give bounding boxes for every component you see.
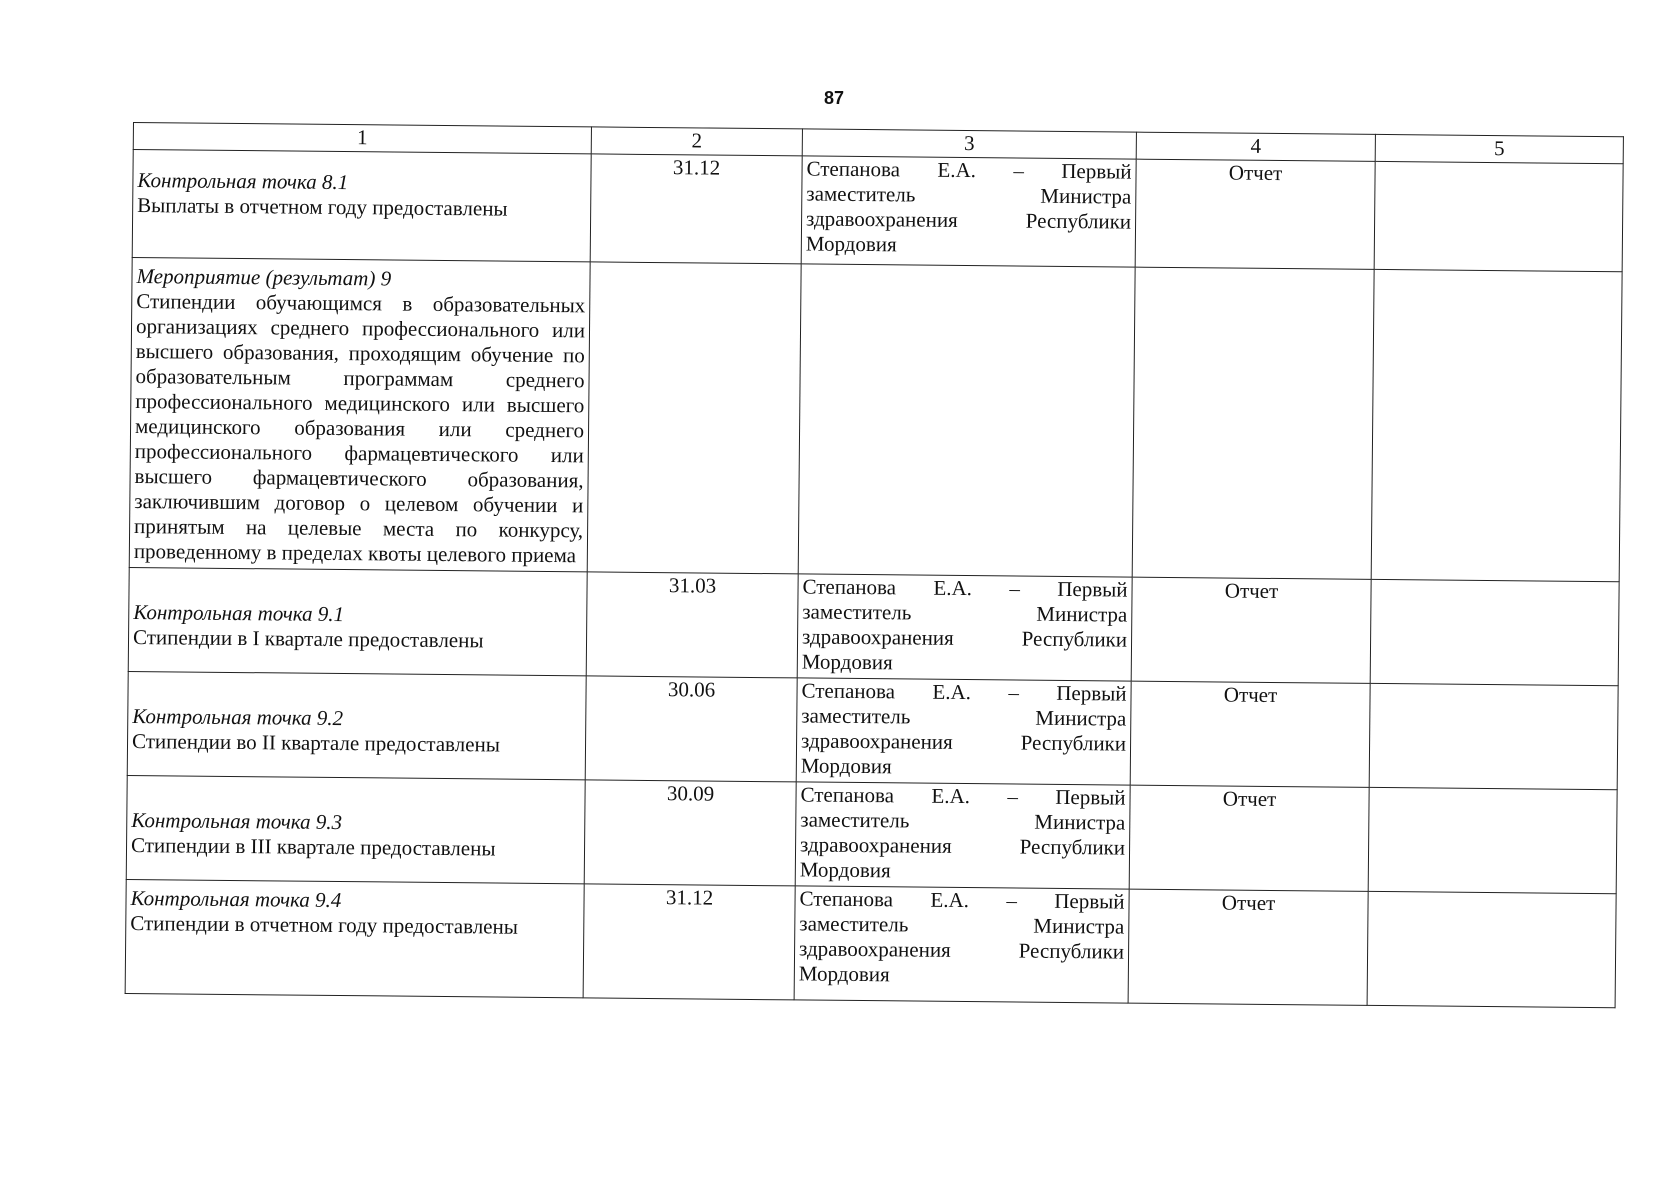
date-cell: 31.12 bbox=[590, 154, 802, 264]
task-cell bbox=[128, 567, 587, 675]
result-cell: Отчет bbox=[1128, 889, 1368, 1005]
task-mark: Контрольная точка 9.2 bbox=[132, 704, 344, 731]
responsible-text: Степанова Е.А. – Первый заместитель Министра здравоохранения Республики bbox=[801, 574, 1128, 652]
notes-cell bbox=[1368, 787, 1617, 893]
task-cell bbox=[132, 150, 591, 262]
responsible-text-end: Мордовия bbox=[800, 753, 892, 779]
table-row bbox=[128, 567, 1619, 685]
column-header: 4 bbox=[1136, 132, 1375, 161]
result-cell: Отчет bbox=[1131, 577, 1371, 683]
responsible-cell bbox=[801, 156, 1136, 267]
task-cell bbox=[129, 257, 590, 571]
notes-cell bbox=[1371, 269, 1622, 581]
table-row bbox=[132, 150, 1623, 272]
table-row bbox=[126, 775, 1617, 893]
responsible-text: Степанова Е.А. – Первый заместитель Министра здравоохранения Республики bbox=[800, 678, 1127, 756]
responsible-text: Степанова Е.А. – Первый заместитель Министра здравоохранения Республики bbox=[798, 886, 1125, 964]
column-header: 1 bbox=[133, 123, 591, 154]
task-mark: Контрольная точка 9.1 bbox=[133, 600, 345, 627]
date-cell bbox=[587, 262, 801, 574]
date-cell: 30.09 bbox=[584, 780, 796, 886]
notes-cell bbox=[1367, 891, 1616, 1007]
date-cell: 30.06 bbox=[585, 676, 797, 782]
responsible-cell bbox=[797, 574, 1132, 681]
result-cell: Отчет bbox=[1130, 681, 1370, 787]
responsible-text-end: Мордовия bbox=[801, 649, 893, 675]
responsible-cell bbox=[795, 782, 1130, 889]
column-header: 5 bbox=[1375, 134, 1623, 163]
task-mark: Контрольная точка 9.4 bbox=[130, 886, 342, 913]
result-cell: Отчет bbox=[1129, 785, 1369, 891]
column-header: 3 bbox=[802, 129, 1136, 159]
task-description: Стипендии в III квартале предоставлены bbox=[130, 833, 496, 861]
responsible-text-end: Мордовия bbox=[798, 961, 890, 987]
result-cell: Отчет bbox=[1135, 159, 1375, 269]
notes-cell bbox=[1374, 161, 1623, 271]
task-mark: Мероприятие (результат) 9 bbox=[136, 264, 392, 291]
responsible-text: Степанова Е.А. – Первый заместитель Министра здравоохранения Республики bbox=[799, 782, 1126, 860]
date-cell: 31.03 bbox=[586, 572, 798, 678]
page-number: 87 bbox=[823, 88, 845, 108]
control-points-table bbox=[125, 122, 1624, 1008]
result-cell bbox=[1132, 267, 1374, 579]
responsible-cell bbox=[794, 886, 1129, 1003]
column-header: 2 bbox=[591, 127, 802, 156]
task-description: Стипендии во II квартале предоставлены bbox=[131, 729, 500, 757]
task-description: Выплаты в отчетном году предоставлены bbox=[137, 193, 508, 221]
task-cell bbox=[125, 879, 584, 997]
responsible-text-end: Мордовия bbox=[805, 231, 897, 257]
date-cell: 31.12 bbox=[583, 884, 795, 1000]
responsible-cell bbox=[798, 264, 1135, 577]
table-row bbox=[127, 671, 1618, 789]
task-mark: Контрольная точка 8.1 bbox=[137, 168, 349, 195]
task-description: Стипендии в I квартале предоставлены bbox=[132, 625, 484, 653]
task-description: Стипендии обучающимся в образовательных организациях среднего профессионального или высшего образования, проходящим обучение по образовательным программам среднего профессионального медицинского или высшего медицинского образования или среднего профессионального фармацевтического или высшего фармацевтического образования, заключившим договор о целевом обучении и принятым на целевые места по конкурсу, проведенному в пределах квоты целевого приема bbox=[133, 289, 586, 568]
task-mark: Контрольная точка 9.3 bbox=[131, 808, 343, 835]
task-cell bbox=[126, 775, 585, 883]
responsible-text: Степанова Е.А. – Первый заместитель Министра здравоохранения Республики bbox=[805, 156, 1132, 234]
table-row bbox=[129, 257, 1622, 581]
responsible-cell bbox=[796, 678, 1131, 785]
responsible-text-end: Мордовия bbox=[799, 857, 891, 883]
notes-cell bbox=[1370, 579, 1619, 685]
task-description: Стипендии в отчетном году предоставлены bbox=[130, 911, 519, 939]
table-row bbox=[125, 879, 1616, 1007]
notes-cell bbox=[1369, 683, 1618, 789]
task-cell bbox=[127, 671, 586, 779]
